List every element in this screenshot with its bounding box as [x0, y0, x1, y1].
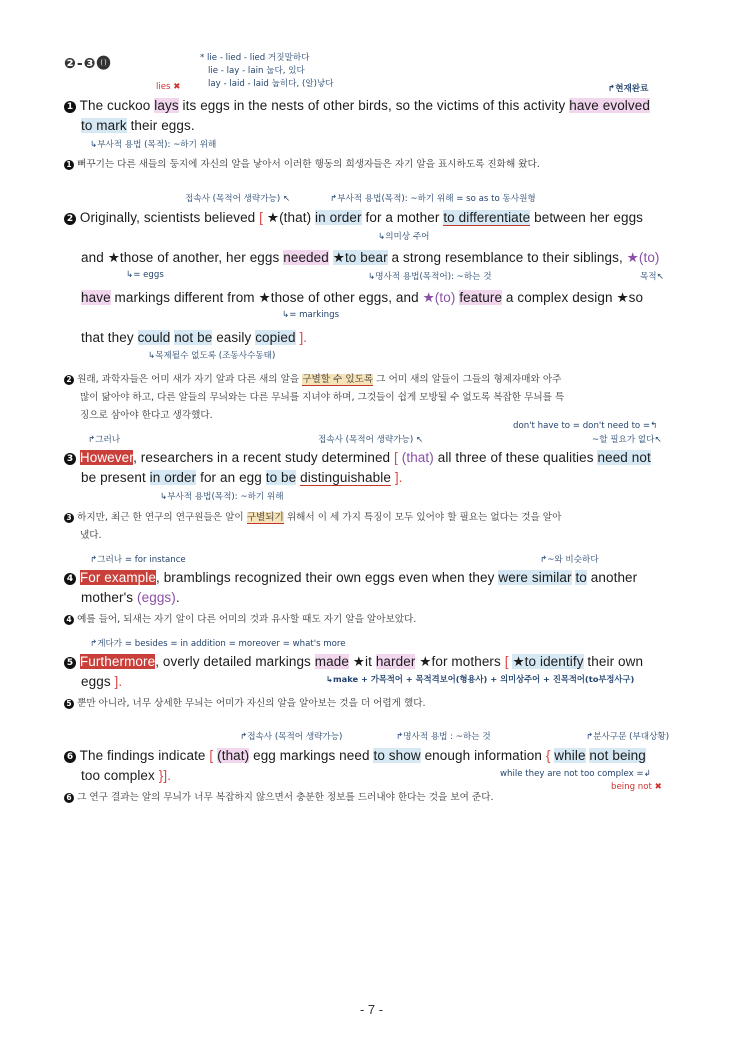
bracket: }]. — [158, 768, 172, 783]
text-span: ★(to) — [626, 250, 660, 265]
translation-number-icon: 2 — [64, 375, 74, 385]
grammar-note: ↱분사구문 (부대상황) — [586, 732, 670, 742]
sentence-2-line-4 — [81, 330, 307, 345]
bracket: [ — [394, 450, 398, 465]
translation-highlight: 구별되기 — [246, 512, 284, 523]
sentence-3-line-1 — [64, 450, 651, 465]
bracket: ]. — [299, 330, 308, 345]
translation-text: 원래, 과학자들은 어미 새가 자기 알과 다른 새의 알을 — [77, 374, 300, 385]
grammar-note: ↳의미상 주어 — [378, 232, 430, 242]
text-span: enough information — [424, 748, 542, 763]
text-span: ★those — [258, 290, 305, 305]
vocab-line: * lie - lied - lied 거짓말하다 — [200, 53, 310, 63]
verb-highlight: needed — [283, 250, 329, 265]
sentence-2-line-1 — [64, 210, 643, 226]
sentence-1-line-1 — [64, 98, 650, 113]
text-span: Originally, scientists believed — [79, 210, 256, 225]
text-span: their own — [587, 654, 644, 669]
translation-text: 많이 닮아야 하고, 다른 알들의 무늬와는 다른 무늬를 지녀야 하며, 그것들이 쉽게 모방될 수 없도록 복잡한 무늬를 특 — [80, 392, 565, 403]
bracket: [ — [504, 654, 509, 669]
text-span: ★(to) — [422, 290, 456, 305]
sentence-number-icon: 3 — [64, 453, 76, 465]
infinitive-highlight: to be — [265, 470, 297, 485]
grammar-note: ↱부사적 용법(목적): ~하기 위해 = so as to 동사원형 — [330, 194, 536, 204]
translation-number-icon: 6 — [64, 793, 74, 803]
modal-highlight: not be — [174, 330, 213, 345]
verb-highlight: harder — [375, 654, 416, 669]
text-span: markings different from — [114, 290, 255, 305]
infinitive-highlight: in order — [149, 470, 197, 485]
infinitive-highlight: in order — [315, 210, 362, 225]
translation-5 — [64, 695, 426, 709]
text-span: ★it — [352, 654, 372, 669]
translation-text: 징으로 삼아야 한다고 생각했다. — [80, 410, 213, 421]
text-span: a complex design — [505, 290, 613, 305]
sentence-5-line-1 — [64, 654, 643, 670]
text-span: a strong resemblance to their siblings, — [391, 250, 623, 265]
grammar-note: ↳부사적 용법 (목적): ~하기 위해 — [90, 140, 217, 150]
modal-highlight: copied — [255, 330, 296, 345]
translation-text: 뿐만 아니라, 너무 상세한 무늬는 어미가 자신의 알을 알아보는 것을 더 어렵게 했다. — [77, 698, 426, 709]
bracket: { — [545, 748, 551, 763]
text-span: all three of these qualities — [437, 450, 594, 465]
text-span: their eggs. — [130, 118, 195, 133]
sentence-3-line-2 — [81, 470, 403, 485]
translation-4 — [64, 611, 416, 625]
infinitive-highlight: ★to identify — [512, 654, 584, 669]
text-span: , overly detailed markings — [155, 654, 311, 669]
sentence-number-icon: 2 — [64, 213, 76, 225]
text-span: another — [590, 570, 638, 585]
participle-highlight: not being — [589, 748, 646, 763]
grammar-note: ↳명사적 용법(목적어): ~하는 것 — [368, 272, 492, 282]
text-span: The cuckoo — [79, 98, 151, 113]
translation-number-icon: 1 — [64, 160, 74, 170]
grammar-note: ↳= markings — [282, 310, 340, 320]
connector-highlight: However — [79, 450, 134, 465]
grammar-note: ↳목제될수 없도록 (조동사수동태) — [148, 351, 276, 361]
translation-3 — [64, 509, 561, 545]
translation-number-icon: 4 — [64, 615, 74, 625]
sentence-number-icon: 4 — [64, 573, 76, 585]
text-span: , bramblings recognized their own eggs even when they — [156, 570, 495, 585]
text-span: of another, her eggs — [157, 250, 280, 265]
verb-highlight: feature — [459, 290, 503, 305]
grammar-note: don't have to = don't need to =↰ — [513, 421, 658, 431]
text-span: distinguishable — [300, 470, 391, 485]
text-span: . — [175, 590, 180, 605]
translation-1 — [64, 156, 540, 170]
grammar-note: ↱~와 비슷하다 — [540, 555, 599, 565]
text-span: mother's — [81, 590, 134, 605]
text-span: and — [81, 250, 104, 265]
grammar-note: ↳부사적 용법(목적): ~하기 위해 — [160, 492, 284, 502]
verb-highlight: were similar — [498, 570, 572, 585]
sentence-6-line-2 — [81, 768, 171, 783]
translation-number-icon: 3 — [64, 513, 74, 523]
text-span: that — [81, 330, 104, 345]
infinitive-highlight: to show — [373, 748, 421, 763]
vocab-line: lie - lay - lain 눕다, 있다 — [208, 66, 305, 76]
grammar-note: ↱접속사 (목적어 생략가능) — [240, 732, 343, 742]
verb-highlight: have evolved — [569, 98, 650, 113]
text-span: of other eggs, and — [308, 290, 419, 305]
text-span: for an egg — [200, 470, 262, 485]
bracket: [ — [259, 210, 264, 225]
lies-note: lies ✖ — [156, 82, 181, 92]
bracket: [ — [209, 748, 214, 763]
text-span: , researchers in a recent study determined — [133, 450, 391, 465]
translation-number-icon: 5 — [64, 699, 74, 709]
grammar-note: ↱그러나 = for instance — [90, 555, 186, 565]
grammar-note: ↱그러나 — [88, 435, 121, 445]
verb-highlight: lays — [154, 98, 179, 113]
grammar-note: 접속사 (목적어 생략가능) ↖ — [318, 435, 424, 445]
translation-text: 그 연구 결과는 알의 무늬가 너무 복잡하지 않으면서 충분한 정보를 드러내야 한다는 것을 보여 준다. — [77, 792, 494, 803]
text-span: eggs — [81, 674, 111, 689]
grammar-note: ↳make + 가목적어 + 목적격보어(형용사) + 의미상주어 + 진목적어(to부정사구) — [326, 674, 635, 684]
grammar-note: ~할 필요가 없다↖ — [592, 435, 662, 445]
translation-highlight: 구별할 수 있도록 — [302, 374, 374, 385]
page-number: - 7 - — [359, 1002, 384, 1017]
infinitive-highlight: to differentiate — [443, 210, 531, 225]
vocab-note — [200, 52, 334, 91]
sentence-number-icon: 5 — [64, 657, 76, 669]
sentence-number-icon: 6 — [64, 751, 76, 763]
text-span: (that) — [217, 748, 250, 763]
text-span: they — [107, 330, 134, 345]
text-span: between her eggs — [534, 210, 644, 225]
connector-highlight: For example — [79, 570, 156, 585]
translation-text: 예를 들어, 되새는 자기 알이 다른 어미의 것과 유사할 때도 자기 알을 알아보았다. — [77, 614, 417, 625]
grammar-note: ↱게다가 = besides = in addition = moreover = what's more — [90, 639, 346, 649]
sentence-6-line-1 — [64, 748, 646, 763]
text-span: too complex — [81, 768, 155, 783]
text-span: ★(that) — [266, 210, 312, 225]
modal-highlight: could — [137, 330, 171, 345]
infinitive-highlight: to mark — [81, 118, 127, 133]
participle-highlight: while — [554, 748, 586, 763]
grammar-note: being not ✖ — [611, 782, 662, 792]
bracket: ]. — [394, 470, 403, 485]
text-span: ★so — [616, 290, 644, 305]
text-span: (eggs) — [137, 590, 176, 605]
grammar-note: ↱명사적 용법 : ~하는 것 — [396, 732, 491, 742]
text-span: The findings indicate — [79, 748, 206, 763]
verb-highlight: made — [314, 654, 349, 669]
grammar-note: ↳= eggs — [126, 270, 164, 280]
bracket: ]. — [114, 674, 123, 689]
translation-6 — [64, 789, 494, 803]
sentence-4-line-1 — [64, 570, 637, 585]
text-span: ★those — [107, 250, 154, 265]
translation-text: 냈다. — [80, 530, 102, 541]
vocab-line: lay - laid - laid 눕히다, (알)낳다 — [208, 79, 334, 89]
grammar-note: while they are not too complex =↲ — [500, 769, 651, 779]
sentence-5-line-2 — [81, 674, 122, 689]
translation-text: 위해서 이 세 가지 특징이 모두 있어야 할 필요는 없다는 것을 알아 — [286, 512, 562, 523]
sentence-2-line-3 — [81, 290, 643, 306]
tense-note: ↱현재완료 — [608, 84, 649, 94]
grammar-note: 접속사 (목적어 생략가능) ↖ — [185, 194, 291, 204]
sentence-4-line-2 — [81, 590, 180, 605]
verb-highlight: have — [81, 290, 111, 305]
verb-highlight: to — [575, 570, 587, 585]
translation-text: 하지만, 최근 한 연구의 연구원들은 알이 — [77, 512, 244, 523]
text-span: (that) — [401, 450, 434, 465]
text-span: its eggs in the nests of other birds, so the victims of this activity — [182, 98, 566, 113]
infinitive-highlight: ★to bear — [332, 250, 388, 265]
modal-highlight: need not — [597, 450, 651, 465]
text-span: ★for mothers — [419, 654, 501, 669]
text-span: be present — [81, 470, 146, 485]
translation-2 — [64, 371, 564, 425]
translation-text: 뻐꾸기는 다른 새들의 둥지에 자신의 알을 낳아서 이러한 행동의 희생자들은 자기 알을 표시하도록 진화해 왔다. — [77, 159, 540, 170]
connector-highlight: Furthermore — [79, 654, 156, 669]
sentence-2-line-2 — [81, 250, 660, 266]
text-span: easily — [216, 330, 252, 345]
translation-text: 그 어미 새의 알들이 그들의 형제자매와 아주 — [376, 374, 562, 385]
text-span: for a mother — [365, 210, 440, 225]
sentence-1-line-2 — [81, 118, 195, 133]
sentence-number-icon: 1 — [64, 101, 76, 113]
text-span: egg markings need — [253, 748, 370, 763]
page-title: ❷-❸⓿ — [64, 56, 112, 72]
grammar-note: 목적↖ — [640, 272, 664, 282]
